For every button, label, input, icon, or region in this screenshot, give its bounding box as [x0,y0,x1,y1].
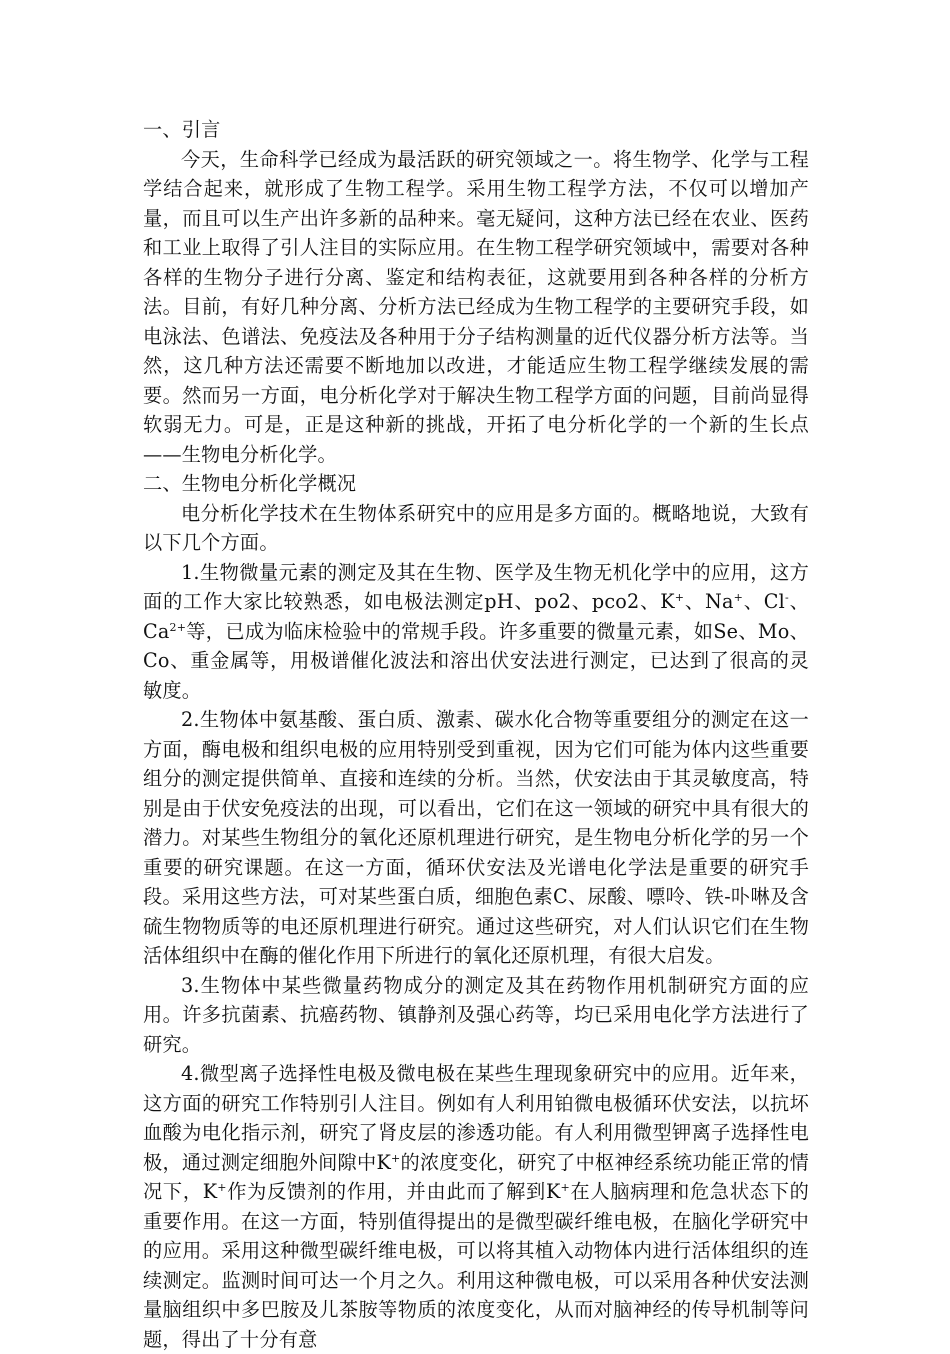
section-heading-intro: 一、引言 [143,118,221,141]
paragraph-item-1: 1.生物微量元素的测定及其在生物、医学及生物无机化学中的应用，这方面的工作大家比较熟悉，如电极法测定pH、po2、pco2、K+、Na+、Cl-、$Ca^{2+}$等，已成为临床检验中的常规手段。许多重要的微量元素，如Se、Mo、Co、重金属等，用极谱催化波法和溶出伏安法进行测定，已达到了很高的灵敏度。 [143,560,809,702]
paragraph-item-2: 2.生物体中氨基酸、蛋白质、激素、碳水化合物等重要组分的测定在这一方面，酶电极和组织电极的应用特别受到重视，因为它们可能为体内这些重要组分的测定提供简单、直接和连续的分析。当然，伏安法由于其灵敏度高，特别是由于伏安免疫法的出现，可以看出，它们在这一领域的研究中具有很大的潜力。对某些生物组分的氧化还原机理进行研究，是生物电分析化学的另一个重要的研究课题。在这一方面，循环伏安法及光谱电化学法是重要的研究手段。采用这些方法，可对某些蛋白质，细胞色素C、尿酸、嘌呤、铁-卟啉及含硫生物物质等的电还原机理进行研究。通过这些研究，对人们认识它们在生物活体组织中在酶的催化作用下所进行的氧化还原机理，有很大启发。 [143,708,809,967]
paragraph-item-3: 3.生物体中某些微量药物成分的测定及其在药物作用机制研究方面的应用。许多抗菌素、抗癌药物、镇静剂及强心药等，均已采用电化学方法进行了研究。 [143,973,809,1056]
paragraph-intro: 今天，生命科学已经成为最活跃的研究领域之一。将生物学、化学与工程学结合起来，就形成了生物工程学。采用生物工程学方法，不仅可以增加产量，而且可以生产出许多新的品种来。毫无疑问，这种方法已经在农业、医药和工业上取得了引人注目的实际应用。在生物工程学研究领域中，需要对各种各样的生物分子进行分离、鉴定和结构表征，这就要用到各种各样的分析方法。目前，有好几种分离、分析方法已经成为生物工程学的主要研究手段，如电泳法、色谱法、免疫法及各种用于分子结构测量的近代仪器分析方法等。当然，这几种方法还需要不断地加以改进，才能适应生物工程学继续发展的需要。然而另一方面，电分析化学对于解决生物工程学方面的问题，目前尚显得软弱无力。可是，正是这种新的挑战，开拓了电分析化学的一个新的生长点 ——生物电分析化学。 [143,147,809,466]
paragraph-overview-intro: 电分析化学技术在生物体系研究中的应用是多方面的。概略地说，大致有以下几个方面。 [143,501,809,554]
section-heading-overview: 二、生物电分析化学概况 [143,472,357,495]
paragraph-item-4: 4.微型离子选择性电极及微电极在某些生理现象研究中的应用。近年来，这方面的研究工作特别引人注目。例如有人利用铂微电极循环伏安法，以抗坏血酸为电化指示剂，研究了肾皮层的渗透功能。有人利用微型钾离子选择性电极，通过测定细胞外间隙中K+的浓度变化，研究了中枢神经系统功能正常的情况下，K+作为反馈剂的作用，并由此而了解到K+在人脑病理和危急状态下的重要作用。在这一方面，特别值得提出的是微型碳纤维电极，在脑化学研究中的应用。采用这种微型碳纤维电极，可以将其植入动物体内进行活体组织的连续测定。监测时间可达一个月之久。利用这种微电极，可以采用各种伏安法测量脑组织中多巴胺及儿茶胺等物质的浓度变化，从而对脑神经的传导机制等问题，得出了十分有意 [143,1062,810,1351]
document-page [143,115,809,1354]
